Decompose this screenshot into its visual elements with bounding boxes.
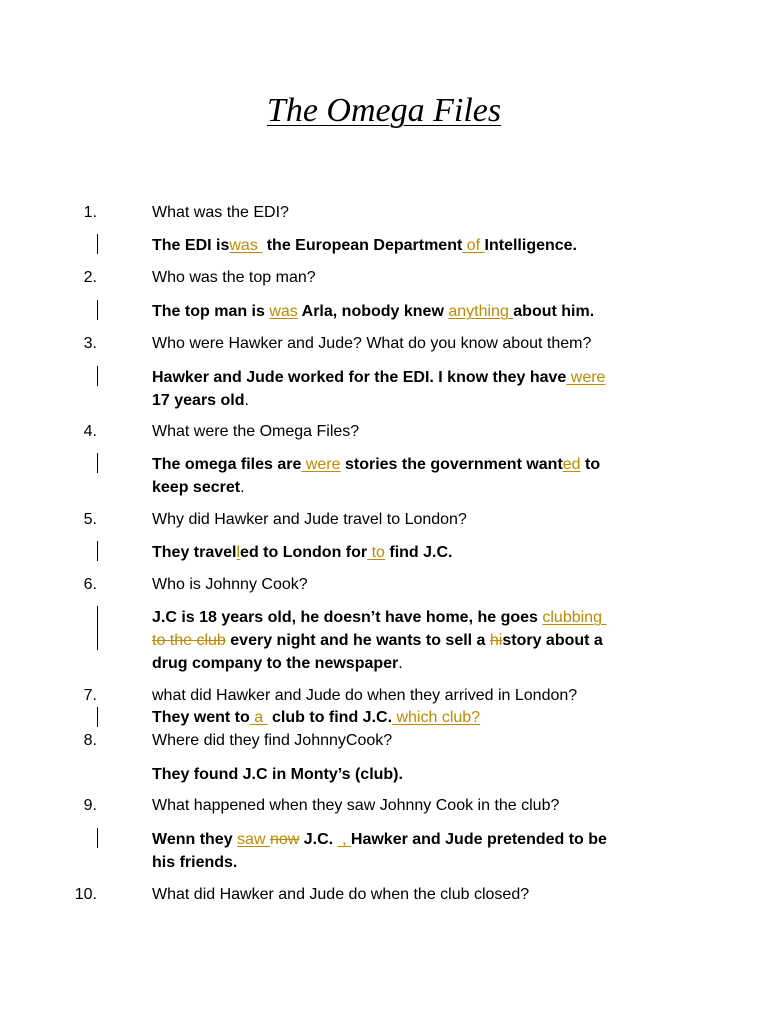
answer-6	[152, 606, 672, 675]
inserted-text: was	[269, 303, 298, 320]
answer-text: J.C is 18 years old, he doesn’t have home, he goes	[152, 609, 543, 626]
change-bar	[97, 453, 98, 473]
document-title: The Omega Files	[266, 92, 502, 129]
question-number: 5.	[83, 511, 97, 528]
question-number: 1.	[83, 204, 97, 221]
change-bar	[97, 541, 98, 561]
answer-text: ed to London for	[240, 544, 368, 561]
question-number: 3.	[83, 335, 97, 352]
answer-text: club to find J.C.	[267, 709, 393, 726]
inserted-text: ,	[337, 831, 351, 848]
change-bar	[97, 707, 98, 727]
question-number: 8.	[83, 732, 97, 749]
question-text: Why did Hawker and Jude travel to London?	[152, 511, 467, 528]
answer-text: to	[580, 456, 601, 473]
answer-7	[152, 706, 672, 729]
question-text: What were the Omega Files?	[152, 423, 360, 440]
question-number: 10.	[74, 886, 97, 903]
answer-text: story about a	[502, 632, 603, 649]
answer-text: Hawker and Jude worked for the EDI. I know they have	[152, 369, 567, 386]
question-text: Who was the top man?	[152, 269, 316, 286]
answer-text: Intelligence.	[484, 237, 577, 254]
answer-9	[152, 828, 672, 874]
inserted-text: was	[229, 237, 263, 254]
answer-text: stories the government want	[340, 456, 563, 473]
deleted-text: to the club	[152, 632, 226, 649]
question-text: Who is Johnny Cook?	[152, 576, 308, 593]
answer-text: keep secret	[152, 479, 241, 496]
answer-5	[152, 541, 672, 564]
change-bar	[97, 300, 98, 320]
answer-1	[152, 234, 672, 257]
answer-text: his friends.	[152, 854, 238, 871]
answer-text: Hawker and Jude pretended to be	[350, 831, 607, 848]
question-number: 4.	[83, 423, 97, 440]
answer-text: every night and he wants to sell a	[225, 632, 490, 649]
answer-text: They found J.C in Monty’s (club).	[152, 766, 403, 783]
answer-2	[152, 300, 672, 323]
answer-text: find J.C.	[384, 544, 453, 561]
answer-text: The omega files are	[152, 456, 302, 473]
inserted-text: of	[462, 237, 485, 254]
answer-text: They travel	[152, 544, 237, 561]
question-number: 2.	[83, 269, 97, 286]
inserted-text: l	[236, 544, 241, 561]
question-text: what did Hawker and Jude do when they arrived in London?	[152, 687, 578, 704]
inserted-text: a	[249, 709, 268, 726]
question-text: Where did they find JohnnyCook?	[152, 732, 393, 749]
inserted-text: saw	[237, 831, 270, 848]
answer-text: the European Department	[262, 237, 463, 254]
change-bar	[97, 606, 98, 650]
question-text: Who were Hawker and Jude? What do you know about them?	[152, 335, 592, 352]
inserted-text: anything	[448, 303, 514, 320]
answer-text: .	[240, 479, 245, 496]
inserted-text: which club?	[392, 709, 481, 726]
inserted-text: to	[367, 544, 385, 561]
change-bar	[97, 366, 98, 386]
answer-text: Arla, nobody knew	[297, 303, 449, 320]
deleted-text: now	[269, 831, 300, 848]
change-bar	[97, 828, 98, 848]
change-bar	[97, 234, 98, 254]
inserted-text: were	[301, 456, 341, 473]
answer-text: They went to	[152, 709, 250, 726]
inserted-text: were	[566, 369, 606, 386]
question-number: 9.	[83, 797, 97, 814]
question-text: What was the EDI?	[152, 204, 289, 221]
question-text: What happened when they saw Johnny Cook in the club?	[152, 797, 560, 814]
answer-4	[152, 453, 672, 499]
question-number: 6.	[83, 576, 97, 593]
answer-text: The EDI is	[152, 237, 230, 254]
answer-text: 17 years old	[152, 392, 245, 409]
inserted-text: ed	[562, 456, 581, 473]
answer-text: J.C.	[299, 831, 338, 848]
answer-text: about him.	[513, 303, 595, 320]
answer-text: drug company to the newspaper	[152, 655, 399, 672]
answer-text: .	[398, 655, 403, 672]
question-text: What did Hawker and Jude do when the club closed?	[152, 886, 530, 903]
answer-text: The top man is	[152, 303, 270, 320]
answer-8	[152, 763, 672, 786]
deleted-text: hi	[489, 632, 503, 649]
answer-3	[152, 366, 672, 412]
inserted-text: clubbing	[542, 609, 607, 626]
answer-text: Wenn they	[152, 831, 238, 848]
question-number: 7.	[83, 687, 97, 704]
answer-text: .	[244, 392, 249, 409]
